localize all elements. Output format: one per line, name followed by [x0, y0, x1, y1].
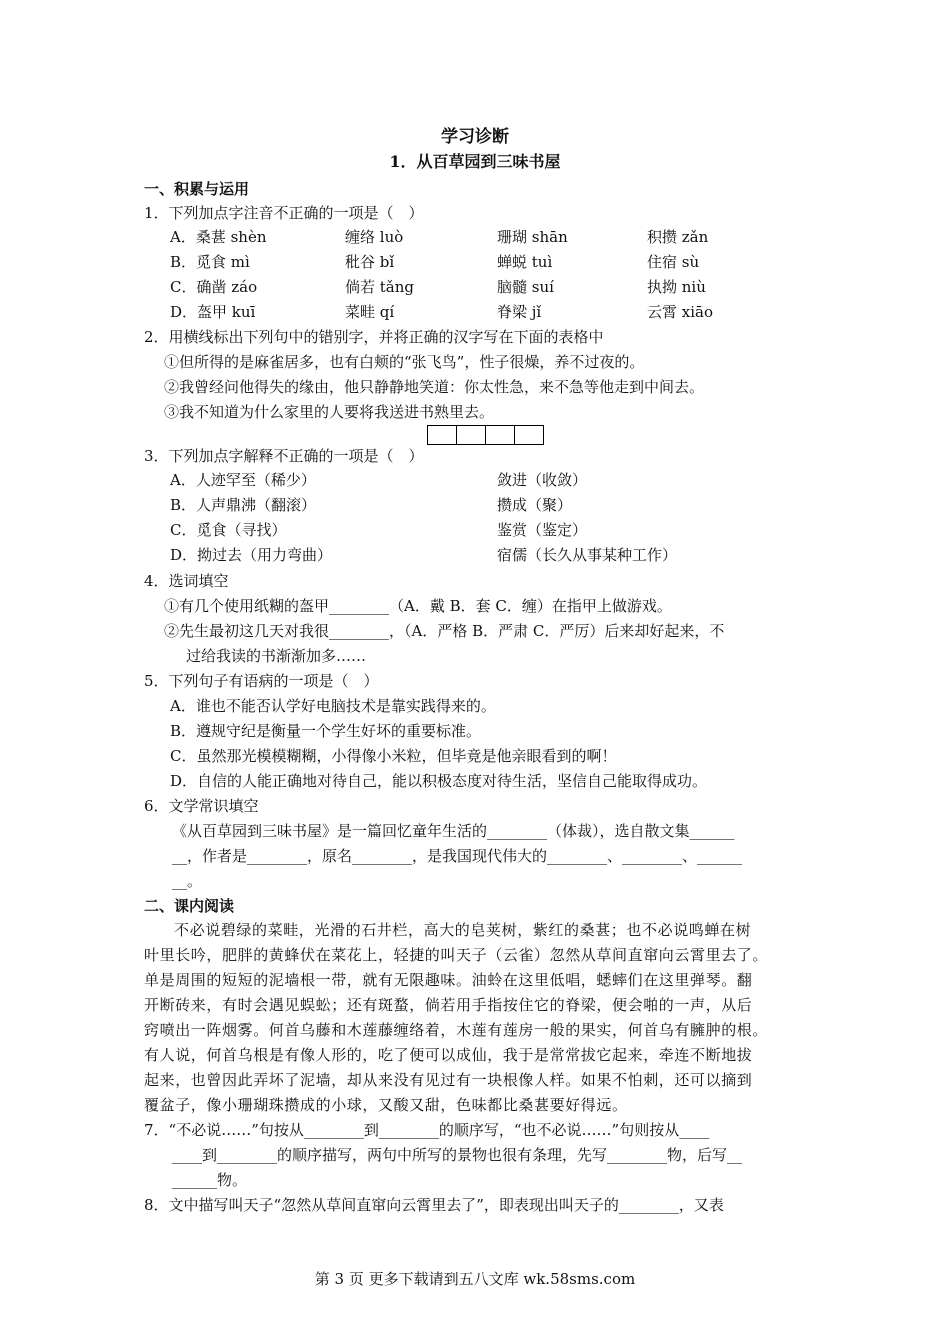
q5-stem: 5．下列句子有语病的一项是（ ）: [144, 672, 379, 690]
q3-cell: 鉴赏（鉴定）: [497, 521, 588, 539]
q3-cell: 攒成（聚）: [497, 496, 573, 514]
lesson-title: 1．从百草园到三味书屋: [389, 152, 561, 171]
q1-cell: C．确凿 záo: [170, 278, 258, 296]
q5-option: B．遵规守纪是衡量一个学生好坏的重要标准。: [170, 722, 482, 740]
q2-stem: 2．用横线标出下列句中的错别字，并将正确的汉字写在下面的表格中: [144, 328, 604, 346]
q1-cell: 脑髓 suí: [497, 278, 554, 296]
answer-cell[interactable]: [514, 425, 544, 445]
q1-stem: 1．下列加点字注音不正确的一项是（ ）: [144, 204, 424, 222]
q5-option: D．自信的人能正确地对待自己，能以积极态度对待生活，坚信自己能取得成功。: [170, 772, 708, 790]
passage-line: 开断砖来，有时会遇见蜈蚣；还有斑蝥，倘若用手指按住它的脊梁，便会啪的一声，从后: [144, 996, 753, 1014]
q4-stem: 4．选词填空: [144, 572, 229, 590]
passage-line: 有人说，何首乌根是有像人形的，吃了便可以成仙，我于是常常拔它起来，牵连不断地拔: [144, 1046, 753, 1064]
q4-line: ②先生最初这几天对我很________，（A．严格 B．严肃 C．严厉）后来却好起来，不: [164, 622, 725, 640]
q3-cell: A．人迹罕至（稀少）: [170, 471, 316, 489]
section2-heading: 二、课内阅读: [144, 897, 235, 915]
q2-item: ②我曾经问他得失的缘由，他只静静地笑道：你太性急，来不急等他走到中间去。: [164, 378, 705, 396]
q5-option: A．谁也不能否认学好电脑技术是靠实践得来的。: [170, 697, 496, 715]
q3-cell: C．觅食（寻找）: [170, 521, 287, 539]
page-title: 学习诊断: [441, 127, 509, 147]
q8-line: 8．文中描写叫天子“忽然从草间直窜向云霄里去了”，即表现出叫天子的________，又表: [144, 1196, 724, 1214]
q1-cell: 脊梁 jǐ: [497, 303, 542, 321]
q1-cell: 秕谷 bǐ: [345, 253, 395, 271]
q1-cell: 菜畦 qí: [345, 303, 395, 321]
passage-line: 叶里长吟，肥胖的黄蜂伏在菜花上，轻捷的叫天子（云雀）忽然从草间直窜向云霄里去了。: [144, 946, 769, 964]
q7-line: ____到________的顺序描写，两句中所写的景物也很有条理，先写________物，后写__: [172, 1146, 743, 1164]
q7-line: ______物。: [172, 1171, 248, 1189]
q1-cell: 执拗 niù: [647, 278, 706, 296]
section1-heading: 一、积累与运用: [144, 180, 250, 198]
q6-line: __，作者是________，原名________，是我国现代伟大的________、________、______: [172, 847, 743, 865]
q1-cell: 倘若 tǎng: [345, 278, 415, 296]
q1-cell: 缠络 luò: [345, 228, 404, 246]
q4-line: 过给我读的书渐渐加多……: [186, 647, 367, 665]
q1-cell: 云霄 xiāo: [647, 303, 713, 321]
q1-cell: B．觅食 mì: [170, 253, 250, 271]
q1-cell: 住宿 sù: [647, 253, 700, 271]
page-footer: 第 3 页 更多下载请到五八文库 wk.58sms.com: [314, 1270, 636, 1288]
q3-cell: 宿儒（长久从事某种工作）: [497, 546, 678, 564]
q6-line: 《从百草园到三味书屋》是一篇回忆童年生活的________（体裁），选自散文集______: [172, 822, 735, 840]
q3-cell: 敛进（收敛）: [497, 471, 588, 489]
passage-line: 窍喷出一阵烟雾。何首乌藤和木莲藤缠络着，木莲有莲房一般的果实，何首乌有臃肿的根。: [144, 1021, 769, 1039]
answer-cell[interactable]: [427, 425, 457, 445]
q1-cell: A．桑葚 shèn: [170, 228, 267, 246]
q3-cell: B．人声鼎沸（翻滚）: [170, 496, 317, 514]
passage-line: 起来，也曾因此弄坏了泥墙，却从来没有见过有一块根像人样。如果不怕刺，还可以摘到: [144, 1071, 753, 1089]
q5-option: C．虽然那光模模糊糊，小得像小米粒，但毕竟是他亲眼看到的啊！: [170, 747, 617, 765]
answer-cell[interactable]: [456, 425, 486, 445]
passage-line: 覆盆子，像小珊瑚珠攒成的小球，又酸又甜，色味都比桑葚要好得远。: [144, 1096, 628, 1114]
q6-line: __。: [172, 872, 203, 890]
q1-cell: 积攒 zǎn: [647, 228, 709, 246]
q4-line: ①有几个使用纸糊的盔甲________（A．戴 B．套 C．缠）在指甲上做游戏。: [164, 597, 672, 615]
q2-item: ③我不知道为什么家里的人要将我送进书熟里去。: [164, 403, 495, 421]
q3-cell: D．拗过去（用力弯曲）: [170, 546, 333, 564]
passage-line: 单是周围的短短的泥墙根一带，就有无限趣味。油蛉在这里低唱，蟋蟀们在这里弹琴。翻: [144, 971, 753, 989]
q2-item: ①但所得的是麻雀居多，也有白颊的“张飞鸟”，性子很燥，养不过夜的。: [164, 353, 645, 371]
answer-grid: [428, 425, 544, 445]
q3-stem: 3．下列加点字解释不正确的一项是（ ）: [144, 447, 424, 465]
q1-cell: 珊瑚 shān: [497, 228, 568, 246]
answer-cell[interactable]: [485, 425, 515, 445]
q7-line: 7．“不必说……”句按从________到________的顺序写，“也不必说……”句则按从____: [144, 1121, 710, 1139]
q1-cell: 蝉蜕 tuì: [497, 253, 553, 271]
q1-cell: D．盔甲 kuī: [170, 303, 256, 321]
passage-line: 不必说碧绿的菜畦，光滑的石井栏，高大的皂荚树，紫红的桑葚；也不必说鸣蝉在树: [174, 921, 752, 939]
q6-stem: 6．文学常识填空: [144, 797, 259, 815]
